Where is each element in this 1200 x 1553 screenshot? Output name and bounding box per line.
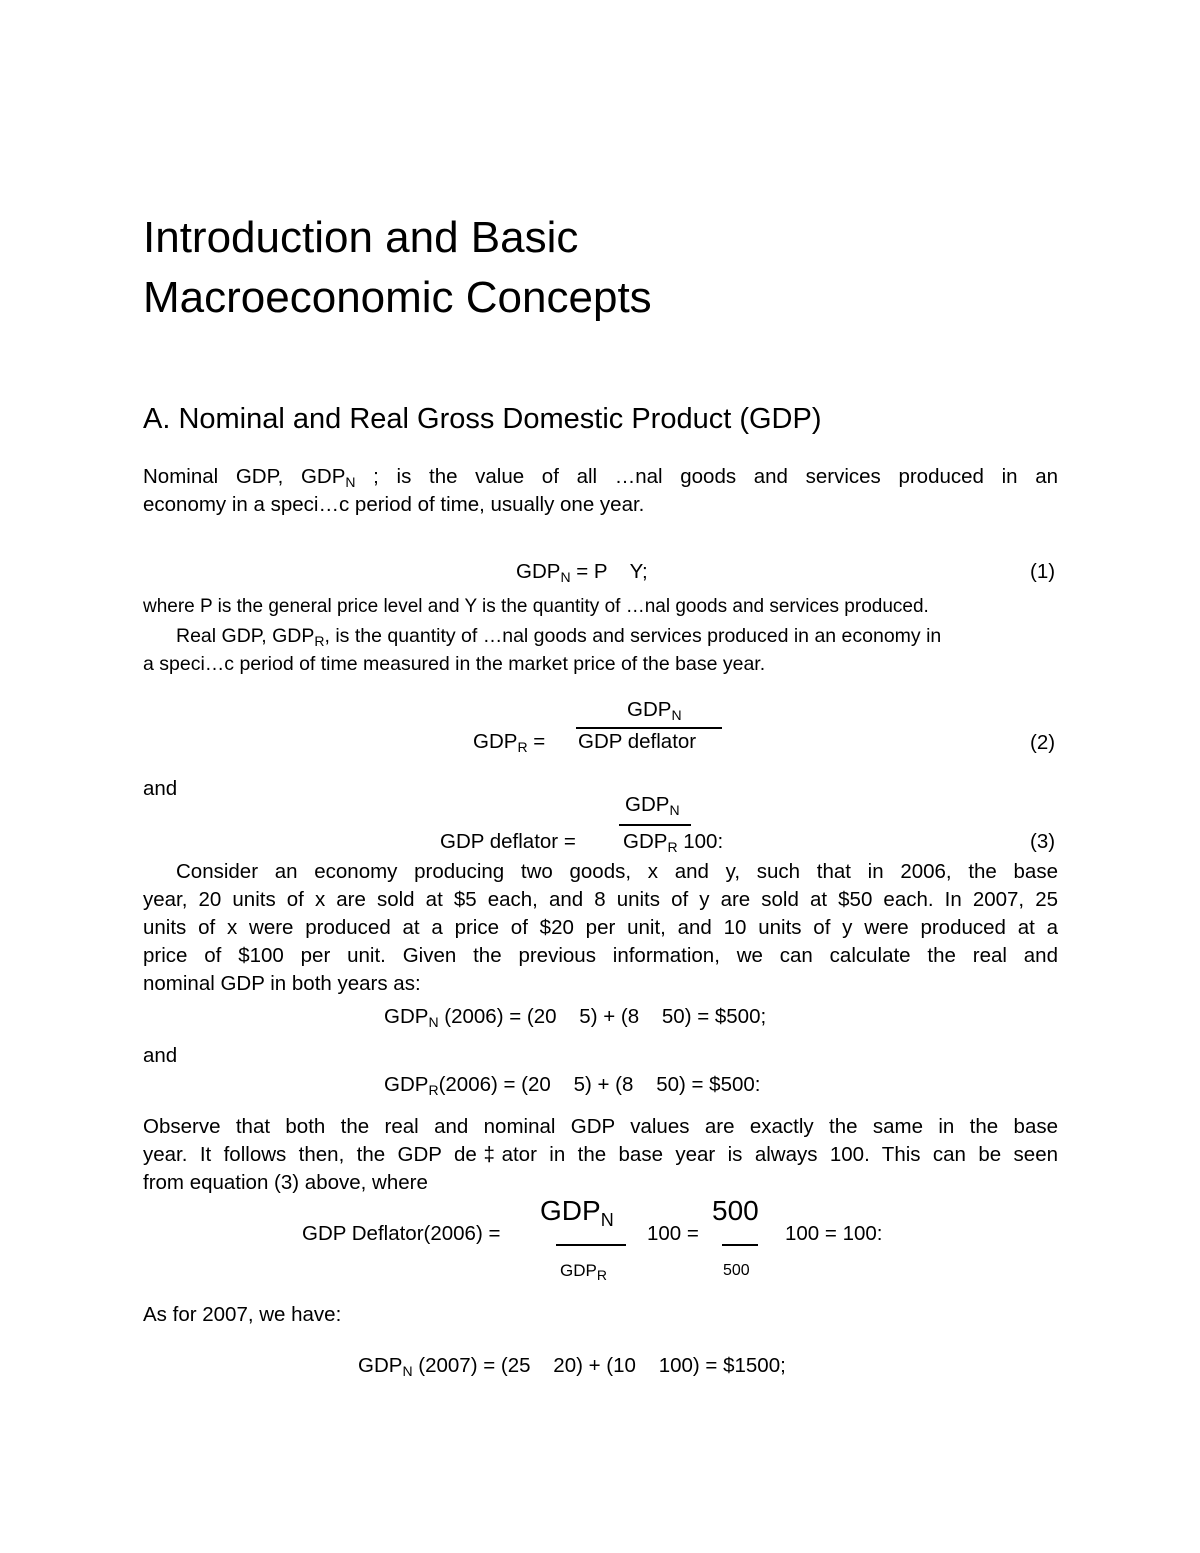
fraction-bar bbox=[722, 1244, 758, 1246]
eq3-den-post: 100: bbox=[677, 830, 724, 853]
eq2-lhs-main: GDP bbox=[473, 730, 518, 753]
eq2-lhs bbox=[473, 732, 551, 753]
equation-number-3: (3) bbox=[1030, 830, 1056, 853]
eq6-den1-sub: R bbox=[596, 1267, 607, 1283]
eq4-sub: N bbox=[428, 1014, 439, 1030]
eq6-mid: 100 = bbox=[647, 1222, 699, 1245]
equation-1 bbox=[516, 562, 648, 583]
fraction-bar bbox=[619, 824, 691, 826]
paragraph-observe-line1: Observe that both the real and nominal GDP values are exactly the same in the base bbox=[143, 1115, 1058, 1138]
eq6-num1-main: GDP bbox=[540, 1195, 601, 1226]
equation-gdpn-2007 bbox=[358, 1356, 786, 1377]
eq7-sub: N bbox=[402, 1363, 413, 1379]
eq2-numerator bbox=[627, 700, 682, 721]
fraction-bar bbox=[576, 727, 722, 729]
subscript: R bbox=[314, 633, 325, 649]
eq4-lhs: GDP bbox=[384, 1005, 429, 1028]
eq6-end: 100 = 100: bbox=[785, 1222, 883, 1245]
eq3-den-sub: R bbox=[667, 839, 678, 855]
equation-gdpr-2006 bbox=[384, 1075, 761, 1096]
eq2-num-main: GDP bbox=[627, 698, 672, 721]
eq3-numerator bbox=[625, 795, 680, 816]
as-for-2007: As for 2007, we have: bbox=[143, 1303, 342, 1326]
and-connector: and bbox=[143, 777, 178, 800]
eq2-lhs-sub: R bbox=[517, 739, 528, 755]
paragraph-consider-line3: units of x were produced at a price of $20 per unit, and 10 units of y were produced at a bbox=[143, 916, 1058, 939]
eq5-lhs: GDP bbox=[384, 1073, 429, 1096]
eq2-num-sub: N bbox=[671, 707, 682, 723]
eq6-num1-sub: N bbox=[600, 1210, 614, 1230]
page-title-line2: Macroeconomic Concepts bbox=[143, 273, 652, 322]
nominal-label: Nominal GDP, GDP bbox=[143, 465, 346, 488]
paragraph-nominal-line2: economy in a speci…c period of time, usually one year. bbox=[143, 493, 645, 516]
eq3-den-main: GDP bbox=[623, 830, 668, 853]
real-label: Real GDP, GDP bbox=[176, 625, 315, 647]
paragraph-real-line2: a speci…c period of time measured in the market price of the base year. bbox=[143, 653, 766, 675]
paragraph-nominal-line1 bbox=[143, 467, 1058, 488]
paragraph-real-line1 bbox=[176, 627, 941, 647]
eq3-denominator bbox=[623, 832, 723, 853]
eq6-den1-main: GDP bbox=[560, 1261, 597, 1280]
where-line: where P is the general price level and Y is the quantity of …nal goods and services produced. bbox=[143, 596, 929, 617]
paragraph-observe-line2: year. It follows then, the GDP de‡ator in the base year is always 100. This can be seen bbox=[143, 1143, 1058, 1166]
eq1-rhs: = P Y; bbox=[570, 560, 648, 583]
paragraph-observe-line3: from equation (3) above, where bbox=[143, 1171, 428, 1194]
and-connector: and bbox=[143, 1044, 178, 1067]
eq2-equals: = bbox=[527, 730, 551, 753]
real-text: , is the quantity of …nal goods and services produced in an economy in bbox=[324, 625, 942, 647]
eq1-subscript: N bbox=[560, 569, 571, 585]
eq6-num1 bbox=[540, 1195, 614, 1230]
paragraph-consider-line2: year, 20 units of x are sold at $5 each, and 8 units of y are sold at $50 each. In 2007, 25 bbox=[143, 888, 1058, 911]
page-title-line1: Introduction and Basic bbox=[143, 213, 579, 262]
paragraph-consider-line5: nominal GDP in both years as: bbox=[143, 972, 421, 995]
nominal-text: ; is the value of all …nal goods and services produced in an bbox=[355, 465, 1058, 488]
paragraph-consider-line4: price of $100 per unit. Given the previous information, we can calculate the real and bbox=[143, 944, 1058, 967]
eq3-lhs: GDP deflator = bbox=[440, 830, 576, 853]
eq6-den1 bbox=[560, 1261, 607, 1283]
subscript: N bbox=[345, 474, 356, 490]
eq6-num2: 500 bbox=[712, 1195, 759, 1226]
eq7-rhs: (2007) = (25 20) + (10 100) = $1500; bbox=[412, 1354, 786, 1377]
eq2-denominator: GDP deflator bbox=[578, 730, 697, 753]
eq6-lhs: GDP Deflator(2006) = bbox=[302, 1222, 501, 1245]
eq3-num-main: GDP bbox=[625, 793, 670, 816]
paragraph-consider-line1: Consider an economy producing two goods, x and y, such that in 2006, the base bbox=[176, 860, 1058, 883]
equation-number-1: (1) bbox=[1030, 560, 1056, 583]
eq4-rhs: (2006) = (20 5) + (8 50) = $500; bbox=[438, 1005, 767, 1028]
eq1-lhs: GDP bbox=[516, 560, 561, 583]
fraction-bar bbox=[556, 1244, 626, 1246]
equation-number-2: (2) bbox=[1030, 731, 1056, 754]
section-heading: A. Nominal and Real Gross Domestic Product (GDP) bbox=[143, 403, 822, 435]
equation-gdpn-2006 bbox=[384, 1007, 766, 1028]
eq5-rhs: (2006) = (20 5) + (8 50) = $500: bbox=[438, 1073, 761, 1096]
eq5-sub: R bbox=[428, 1082, 439, 1098]
eq7-lhs: GDP bbox=[358, 1354, 403, 1377]
eq3-num-sub: N bbox=[669, 802, 680, 818]
eq6-den2: 500 bbox=[723, 1262, 750, 1279]
